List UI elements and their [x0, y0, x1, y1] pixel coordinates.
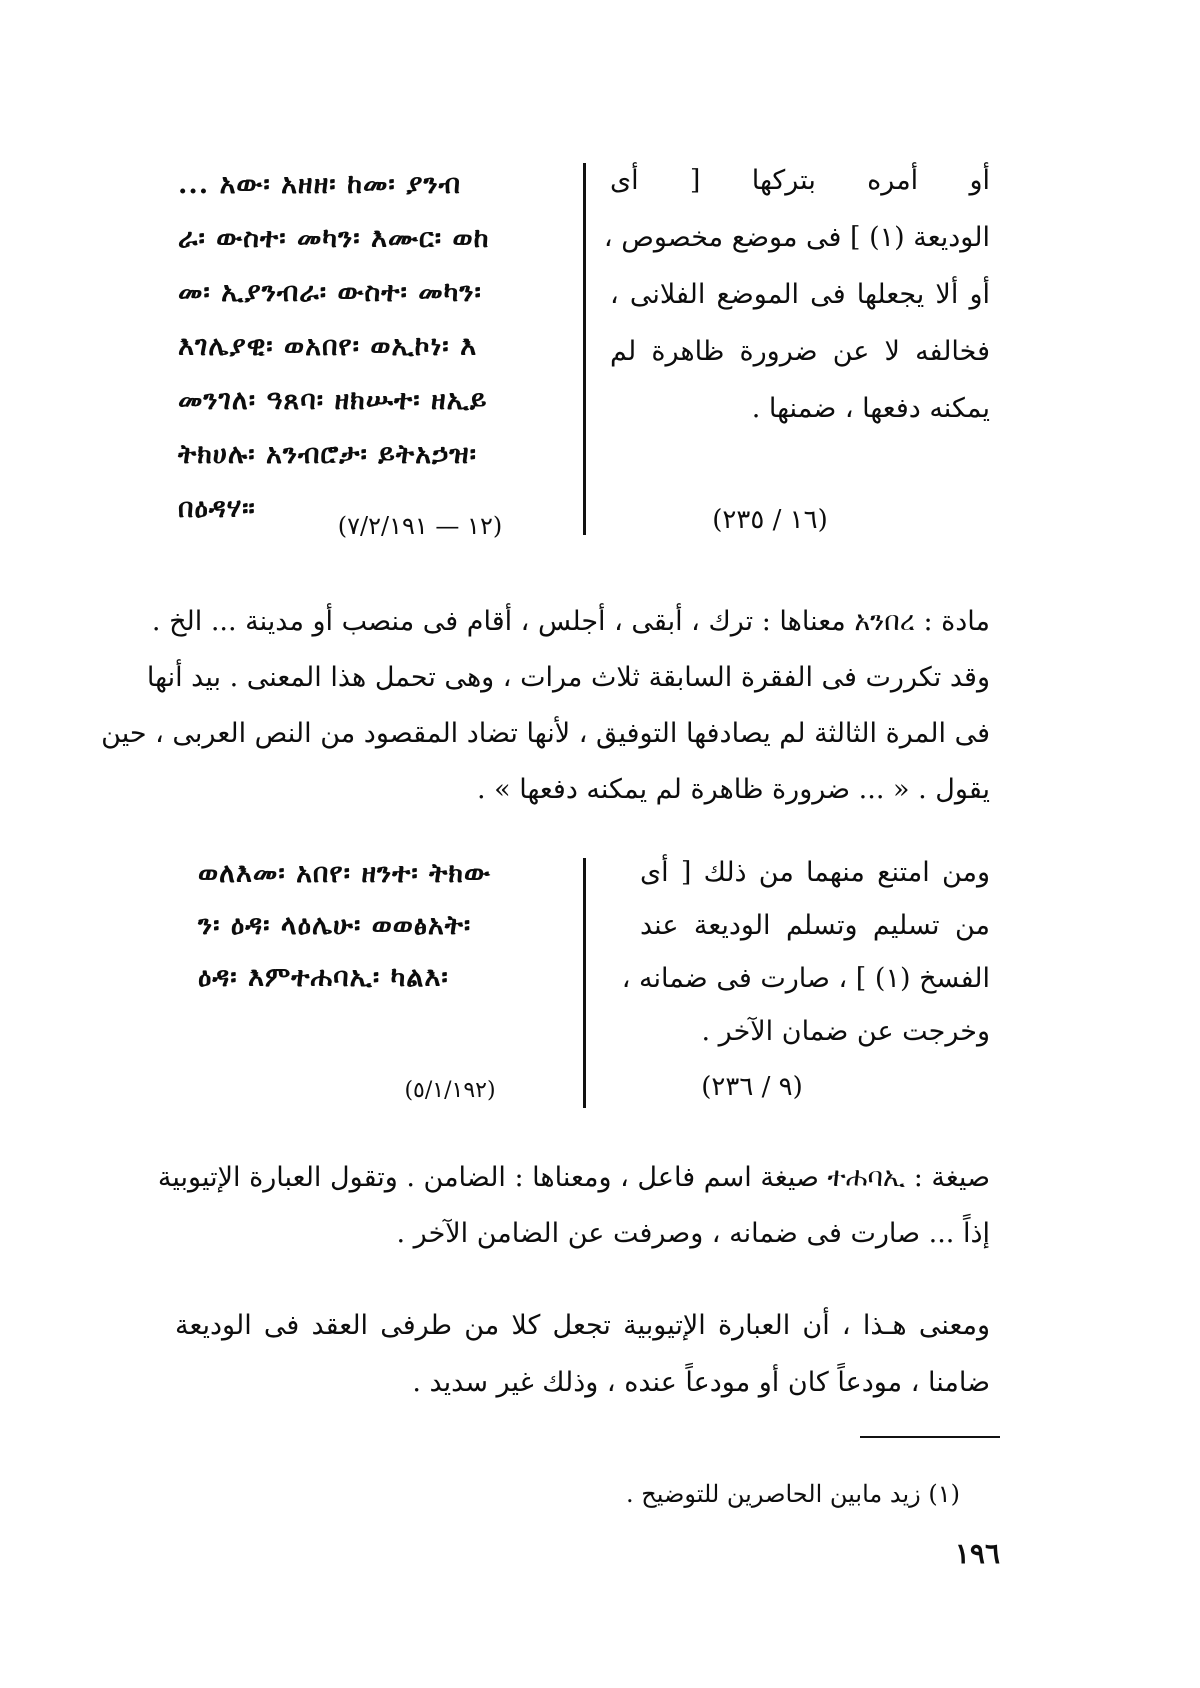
block1-ethiopic-line: ራ፡ ውስተ፡ መካን፡ እሙር፡ ወከ — [178, 223, 490, 254]
block1-arabic-text — [603, 152, 990, 437]
block1-ethiopic-text — [178, 158, 538, 536]
block1-ethiopic-line: እገሌያዊ፡ ወአበየ፡ ወኢኮነ፡ እ — [178, 331, 478, 362]
paragraph-line: ومعنى هـذا ، أن العبارة الإتيوبية تجعل كلا من طرفى العقد فى الوديعة — [175, 1310, 990, 1341]
block1-arabic-line: أو أمره بتركها [ أى — [610, 165, 990, 196]
block2-arabic-text — [621, 846, 990, 1058]
block2-ethiopic-line: ዕዳ፡ እምተሐባኢ፡ ካልእ፡ — [198, 962, 449, 993]
block1-ethiopic-line: ... አው፡ አዘዘ፡ ከመ፡ ያንብ — [178, 169, 462, 200]
block2-ethiopic-text — [198, 848, 548, 1004]
paragraph-line: وقد تكررت فى الفقرة السابقة ثلاث مرات ، وهى تحمل هذا المعنى . بيد أنها — [146, 662, 990, 693]
block1-arabic-line: الوديعة (١) ] فى موضع مخصوص ، — [603, 222, 990, 253]
block2-arabic-line: الفسخ (١) ] ، صارت فى ضمانه ، — [621, 963, 990, 994]
block2-ethiopic-reference: (٥/١/١٩٢) — [404, 1078, 496, 1103]
paragraph-line: فى المرة الثالثة لم يصادفها التوفيق ، لأنها تضاد المقصود من النص العربى ، حين — [101, 718, 990, 749]
block1-ethiopic-reference: (١٢ — ٧/٢/١٩١) — [337, 512, 503, 540]
paragraph-line: مادة : አንበረ معناها : ترك ، أبقى ، أجلس ، أقام فى منصب أو مدينة ... الخ . — [151, 606, 990, 637]
block1-ethiopic-line: መ፡ ኢያንብራ፡ ውስተ፡ መካን፡ — [178, 277, 482, 308]
block1-ethiopic-line: መንገለ፡ ዓጸባ፡ ዘክሡተ፡ ዘኢይ — [178, 385, 488, 416]
block2-ethiopic-line: ወለእመ፡ አበየ፡ ዘንተ፡ ትክው — [198, 858, 491, 889]
paragraph-line: إذاً ... صارت فى ضمانه ، وصرفت عن الضامن الآخر . — [396, 1218, 990, 1249]
block1-arabic-line: أو ألا يجعلها فى الموضع الفلانى ، — [610, 279, 990, 310]
block1-arabic-line: فخالفه لا عن ضرورة ظاهرة لم — [610, 336, 990, 367]
block2-arabic-line: من تسليم وتسلم الوديعة عند — [640, 910, 990, 941]
commentary-paragraph-3 — [175, 1297, 990, 1411]
column-divider — [583, 163, 586, 535]
block1-arabic-reference: (١٦ / ٢٣٥) — [712, 505, 828, 535]
footnote-separator — [860, 1436, 1000, 1438]
block1-ethiopic-line: ትክሀሉ፡ አንብሮታ፡ ይትአኃዝ፡ — [178, 439, 478, 470]
block1-arabic-line: يمكنه دفعها ، ضمنها . — [751, 393, 990, 424]
block1-ethiopic-line: በዕዳሃ። — [178, 493, 256, 524]
commentary-paragraph-1 — [101, 594, 990, 818]
block2-arabic-line: ومن امتنع منهما من ذلك [ أى — [640, 857, 990, 888]
paragraph-line: ضامنا ، مودعاً كان أو مودعاً عنده ، وذلك غير سديد . — [412, 1367, 990, 1398]
paragraph-line: صيغة : ተሐባኢ صيغة اسم فاعل ، ومعناها : الضامن . وتقول العبارة الإتيوبية — [157, 1162, 990, 1193]
footnote: (١) زيد مابين الحاصرين للتوضيح . — [626, 1480, 960, 1508]
block2-ethiopic-line: ን፡ ዕዳ፡ ላዕሌሁ፡ ወወፅአት፡ — [198, 910, 472, 941]
block2-arabic-line: وخرجت عن ضمان الآخر . — [701, 1016, 990, 1047]
commentary-paragraph-2 — [157, 1150, 990, 1262]
page-number: ١٩٦ — [954, 1537, 1000, 1570]
column-divider — [583, 858, 586, 1108]
block2-arabic-reference: (٩ / ٢٣٦) — [701, 1072, 803, 1102]
paragraph-line: يقول . « ... ضرورة ظاهرة لم يمكنه دفعها » . — [476, 774, 990, 805]
